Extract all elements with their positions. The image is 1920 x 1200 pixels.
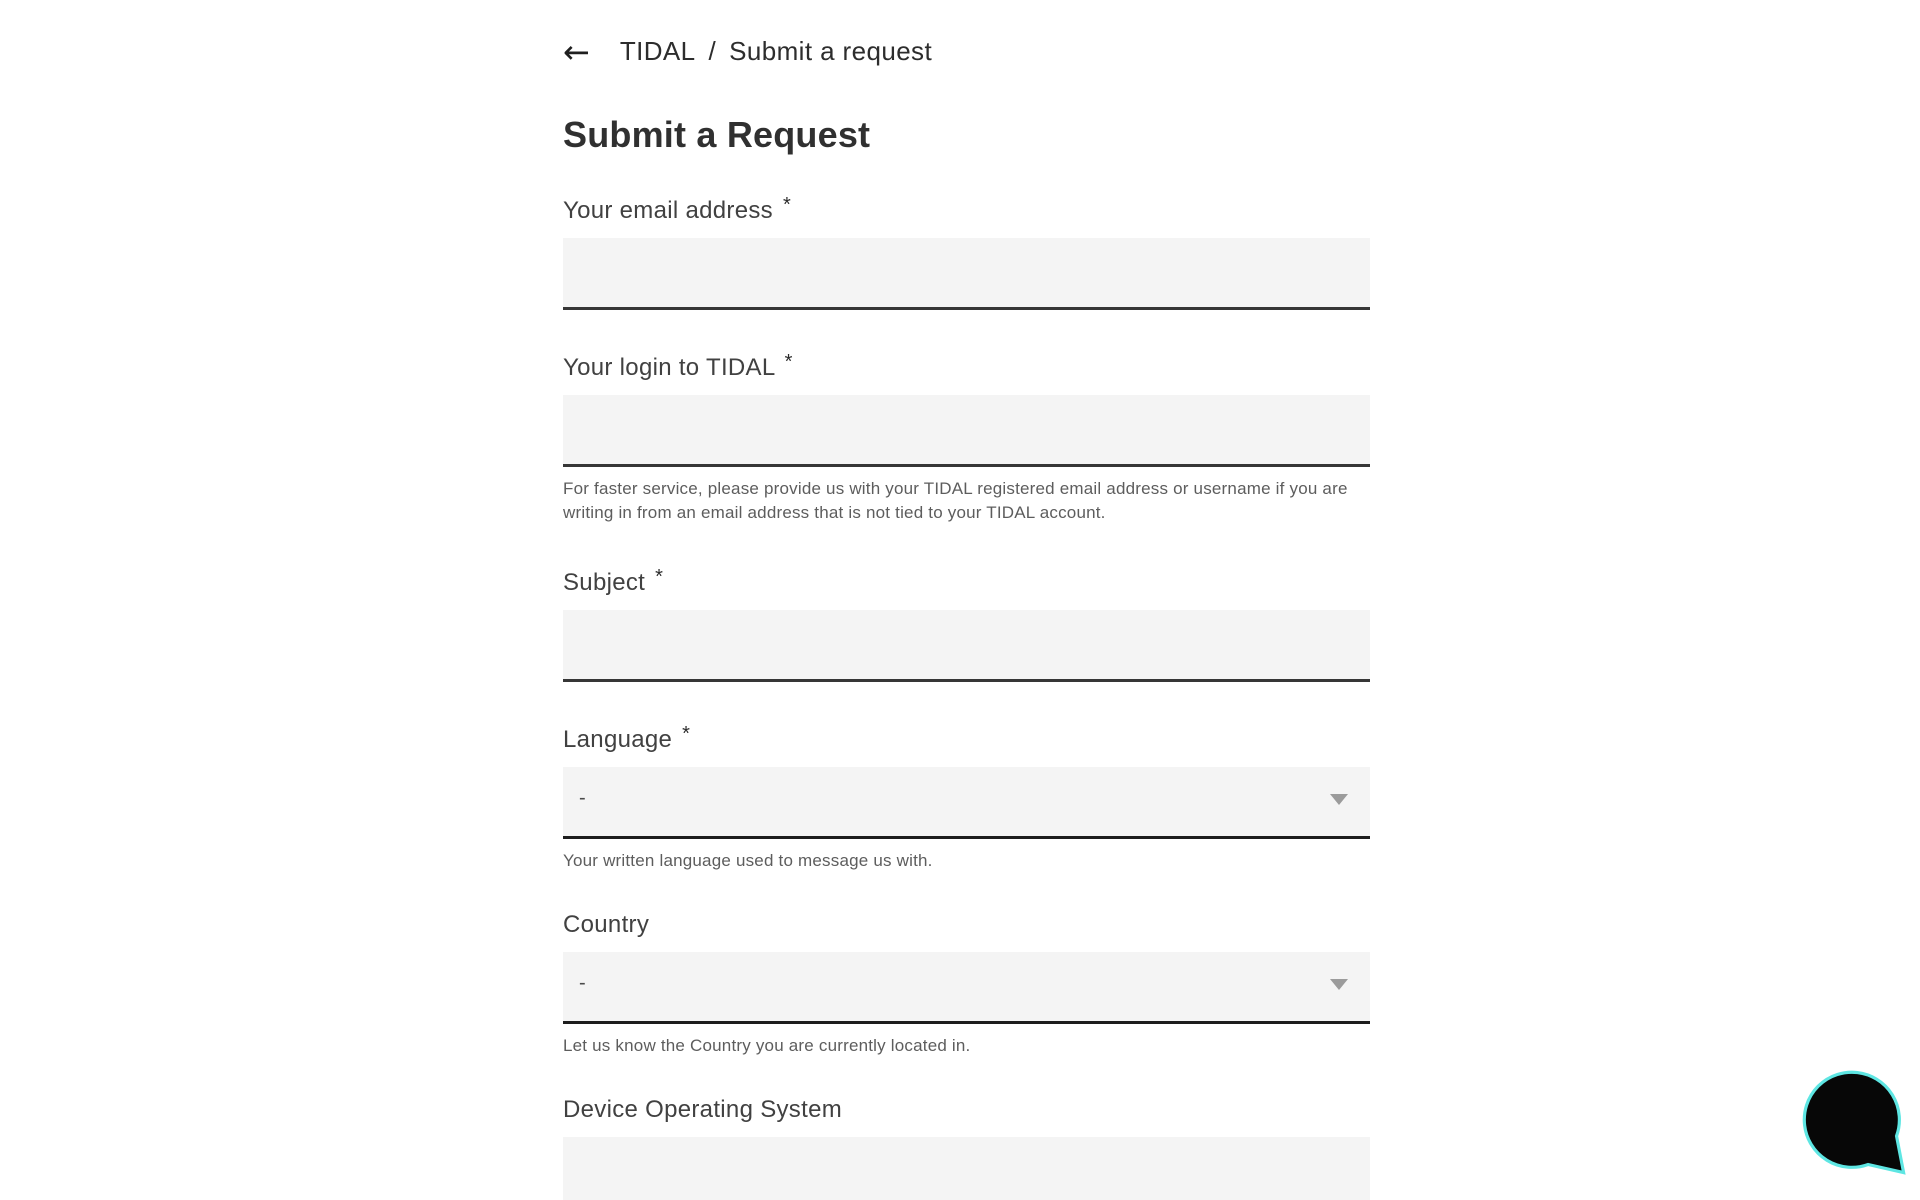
login-input[interactable] (563, 395, 1370, 467)
back-arrow-icon[interactable]: ← (563, 32, 590, 71)
language-field-group (563, 719, 1370, 873)
subject-label: Subject (563, 569, 646, 596)
country-select[interactable] (563, 952, 1370, 1024)
language-select[interactable] (563, 767, 1370, 839)
chevron-down-icon (1330, 979, 1348, 990)
required-marker: * (782, 194, 792, 216)
breadcrumb-root-link[interactable]: TIDAL (619, 36, 696, 66)
email-input[interactable] (563, 238, 1370, 310)
login-field-group (563, 347, 1370, 525)
subject-input[interactable] (563, 610, 1370, 682)
country-field-group (563, 910, 1370, 1058)
login-label: Your login to TIDAL (563, 354, 775, 381)
country-label: Country (563, 911, 650, 938)
email-field-group (563, 190, 1370, 310)
device-operating-system-input[interactable] (563, 1137, 1370, 1200)
field-helper-text: Your written language used to message us with. (563, 851, 933, 870)
form-container (563, 0, 1370, 1200)
email-label: Your email address (563, 197, 773, 224)
required-marker: * (655, 566, 664, 588)
chat-bubble-icon (1800, 1068, 1910, 1180)
breadcrumb-current: Submit a request (729, 36, 933, 66)
submit-request-form (563, 190, 1370, 1200)
subject-field-group (563, 562, 1370, 682)
breadcrumb (563, 32, 1370, 71)
breadcrumb-separator: / (708, 36, 717, 66)
required-marker: * (784, 351, 793, 373)
device-operating-system-field-group (563, 1095, 1370, 1200)
country-selected-value: - (579, 972, 586, 994)
field-helper-text: For faster service, please provide us with your TIDAL registered email address or username if you are writing in from an email address that is not tied to your TIDAL account. (563, 479, 1348, 522)
device-operating-system-label: Device Operating System (563, 1096, 843, 1123)
breadcrumb-trail (620, 36, 932, 67)
page-title: Submit a Request (563, 114, 871, 155)
chevron-down-icon (1330, 794, 1348, 805)
chat-widget-button[interactable] (1800, 1068, 1910, 1180)
field-helper-text: Let us know the Country you are currently located in. (563, 1036, 971, 1055)
language-selected-value: - (579, 787, 586, 809)
required-marker: * (682, 723, 691, 745)
language-label: Language (563, 726, 673, 753)
